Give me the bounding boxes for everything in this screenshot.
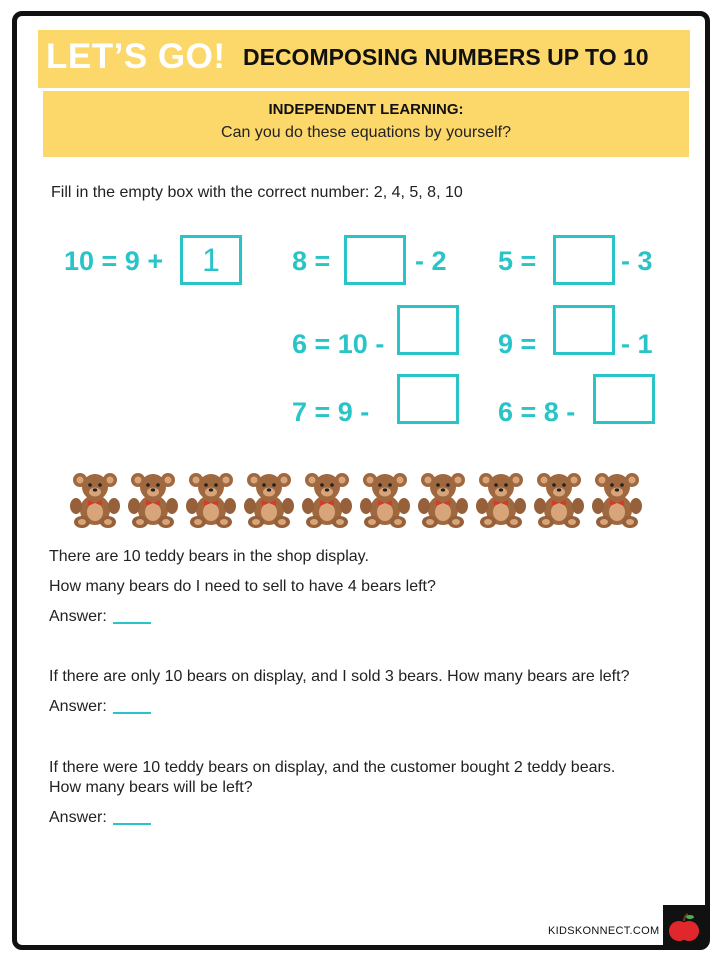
- answer-3-label: Answer:: [49, 809, 107, 826]
- answer-3: [49, 809, 151, 827]
- equation-6-text: 7 = 9 -: [292, 397, 370, 427]
- apple-logo: [663, 905, 705, 947]
- answer-1-label: Answer:: [49, 608, 107, 625]
- teddy-bear-icon: [358, 470, 412, 528]
- teddy-bear-icon: [590, 470, 644, 528]
- equation-3-right: - 3: [621, 246, 653, 276]
- answer-3-blank[interactable]: [113, 823, 151, 825]
- teddy-bear-icon: [300, 470, 354, 528]
- teddy-bear-icon: [68, 470, 122, 528]
- equation-6-answer-box[interactable]: [397, 374, 459, 424]
- equation-3-left: 5 =: [498, 246, 537, 276]
- footer-site: KIDSKONNECT.COM: [548, 925, 660, 937]
- teddy-bear-icon: [474, 470, 528, 528]
- equation-2-right: - 2: [415, 246, 447, 276]
- teddy-bear-row: [68, 470, 658, 530]
- question-2: If there are only 10 bears on display, and I sold 3 bears. How many bears are left?: [49, 668, 630, 685]
- question-1-line-2: How many bears do I need to sell to have 4 bears left?: [49, 578, 436, 595]
- answer-1: [49, 608, 151, 626]
- teddy-bear-icon: [242, 470, 296, 528]
- teddy-bear-icon: [532, 470, 586, 528]
- equation-7-text: 6 = 8 -: [498, 397, 576, 427]
- equation-2-answer-box[interactable]: [344, 235, 406, 285]
- answer-2-label: Answer:: [49, 698, 107, 715]
- lets-go-badge: LET’S GO!: [46, 37, 226, 76]
- equation-1-text: 10 = 9 +: [64, 246, 164, 276]
- fill-in-instructions: Fill in the empty box with the correct number: 2, 4, 5, 8, 10: [51, 184, 463, 201]
- equation-1-answer-box[interactable]: 1: [180, 235, 242, 285]
- banner-subheading: Can you do these equations by yourself?: [221, 124, 511, 141]
- teddy-bear-icon: [184, 470, 238, 528]
- equation-5-answer-box[interactable]: [553, 305, 615, 355]
- page-title: DECOMPOSING NUMBERS UP TO 10: [243, 44, 649, 70]
- answer-2: [49, 698, 151, 716]
- question-1-line-1: There are 10 teddy bears in the shop display.: [49, 548, 369, 565]
- teddy-bear-icon: [416, 470, 470, 528]
- equation-7-answer-box[interactable]: [593, 374, 655, 424]
- question-3-line-1: If there were 10 teddy bears on display, and the customer bought 2 teddy bears.: [49, 759, 616, 776]
- question-3-line-2: How many bears will be left?: [49, 779, 253, 796]
- equation-5-left: 9 =: [498, 329, 537, 359]
- equation-4-text: 6 = 10 -: [292, 329, 385, 359]
- teddy-bear-icon: [126, 470, 180, 528]
- header-banner: [38, 30, 690, 88]
- apple-icon: [663, 905, 705, 947]
- equation-4-answer-box[interactable]: [397, 305, 459, 355]
- answer-1-blank[interactable]: [113, 622, 151, 624]
- equation-2-left: 8 =: [292, 246, 331, 276]
- instructions-banner: [43, 91, 689, 157]
- equation-3-answer-box[interactable]: [553, 235, 615, 285]
- equation-5-right: - 1: [621, 329, 653, 359]
- answer-2-blank[interactable]: [113, 712, 151, 714]
- banner-heading: INDEPENDENT LEARNING:: [268, 101, 464, 118]
